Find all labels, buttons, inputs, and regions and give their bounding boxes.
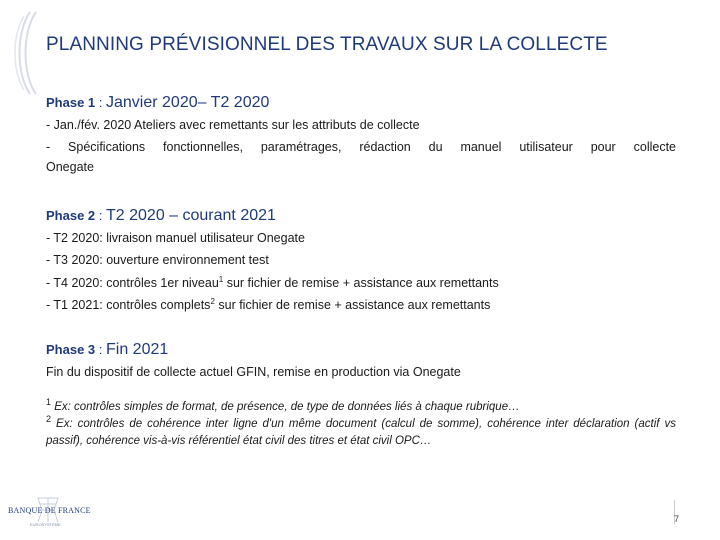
footnote-ref-2: 2 bbox=[210, 296, 215, 306]
phase-2-line-2: - T3 2020: ouverture environnement test bbox=[46, 253, 269, 267]
main-content bbox=[46, 92, 676, 450]
footnote-2 bbox=[46, 416, 676, 450]
phase-2-label: Phase 2 bbox=[46, 207, 96, 223]
page-title: PLANNING PRÉVISIONNEL DES TRAVAUX SUR LA COLLECTE bbox=[46, 34, 608, 55]
phase-2-period: T2 2020 – courant 2021 bbox=[106, 206, 276, 224]
phase-1-line-1: - Jan./fév. 2020 Ateliers avec remettants sur les attributs de collecte bbox=[46, 118, 420, 132]
footnote-1 bbox=[46, 399, 676, 416]
phase-3-label: Phase 3 bbox=[46, 341, 96, 357]
phase-2-line-4 bbox=[46, 294, 676, 317]
footnote-1-text: Ex: contrôles simples de format, de présence, de type de données liés à chaque rubrique… bbox=[51, 401, 520, 413]
phase-2-line-3 bbox=[46, 272, 676, 295]
phase-3-colon: : bbox=[95, 341, 106, 357]
logo-tagline: EUROSYSTÈME bbox=[30, 522, 61, 527]
phase-1-colon: : bbox=[95, 95, 106, 110]
phase-2-line-3-start: - T4 2020: contrôles 1er niveau bbox=[46, 275, 219, 290]
phase-1-heading bbox=[46, 92, 676, 114]
footnote-1-number: 1 bbox=[46, 397, 52, 408]
phase-1-line-2: - Spécifications fonctionnelles, paramétrages, rédaction du manuel utilisateur pour collecte bbox=[46, 139, 676, 154]
logo-name: BANQUE DE FRANCE bbox=[8, 506, 91, 515]
footnote-ref-1: 1 bbox=[218, 274, 224, 284]
page-number: 7 bbox=[674, 514, 680, 524]
phase-1-label: Phase 1 bbox=[46, 95, 96, 110]
phase-3-period: Fin 2021 bbox=[106, 340, 169, 358]
phase-2-line-4-start: - T1 2021: contrôles complets bbox=[46, 298, 211, 312]
phase-2-line-4-end: sur fichier de remise + assistance aux remettants bbox=[214, 298, 491, 312]
phase-2-line-1: - T2 2020: livraison manuel utilisateur Onegate bbox=[46, 230, 305, 245]
footnote-2-number: 2 bbox=[46, 414, 52, 425]
phase-3-heading bbox=[46, 339, 676, 361]
phase-2-heading bbox=[46, 205, 676, 227]
decorative-arcs-graphic bbox=[4, 8, 44, 98]
phase-2-line-3-end: sur fichier de remise + assistance aux remettants bbox=[223, 275, 499, 290]
phase-3-line-1: Fin du dispositif de collecte actuel GFIN, remise en production via Onegate bbox=[46, 364, 461, 379]
phase-2-colon: : bbox=[95, 207, 106, 223]
phase-1-line-3: Onegate bbox=[46, 159, 94, 174]
footnote-2-text: Ex: contrôles de cohérence inter ligne d'un même document (calcul de somme), cohérence inter déclaration (actif vs passif), cohérence vis-à-vis référentiel état civil des titres et état civil OPC… bbox=[46, 418, 676, 447]
phase-1-period: Janvier 2020– T2 2020 bbox=[106, 94, 270, 111]
